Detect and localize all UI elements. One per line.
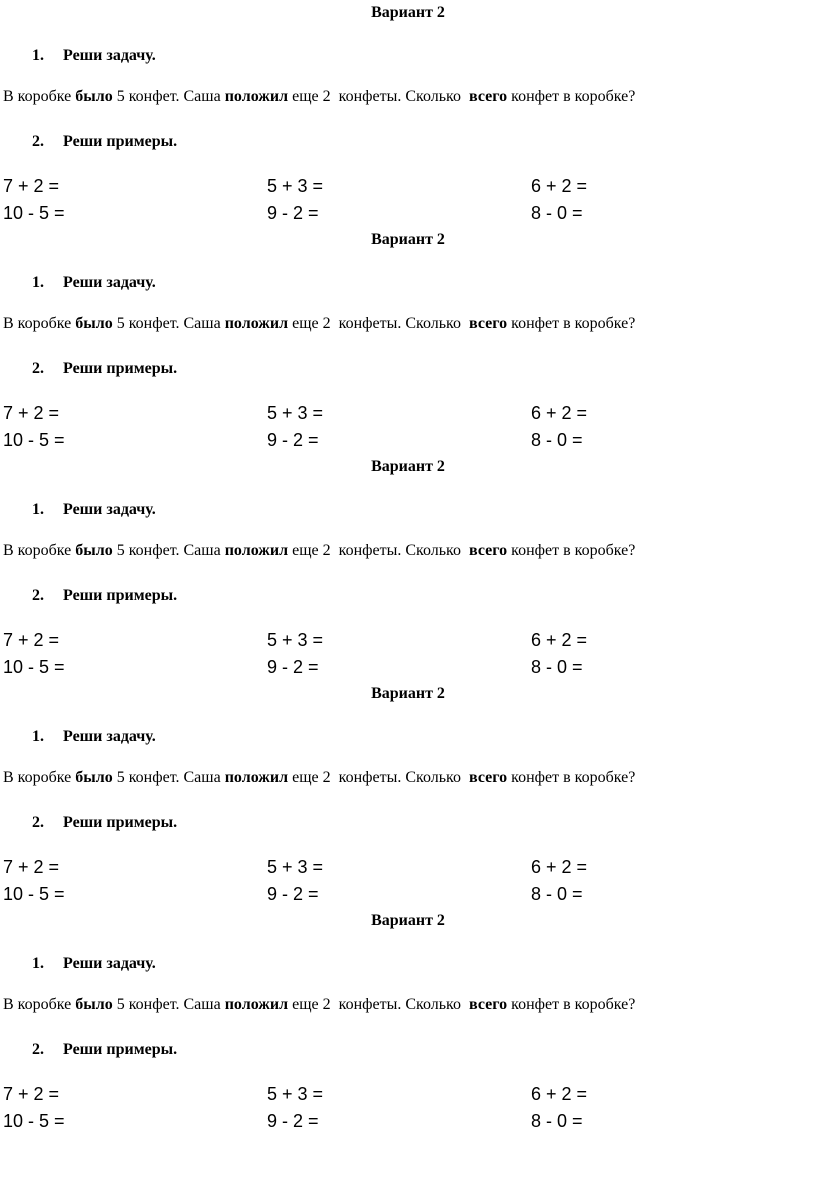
math-example: 8 - 0 =	[531, 657, 583, 677]
task-number: 1.	[32, 47, 44, 64]
word-problem	[3, 542, 635, 560]
examples-number: 2.	[32, 587, 44, 604]
math-example: 5 + 3 =	[267, 857, 324, 877]
problem-text: В коробке	[3, 315, 76, 332]
word-problem	[3, 315, 635, 333]
problem-emphasis: положил	[224, 542, 289, 559]
problem-emphasis: было	[75, 542, 113, 559]
problem-emphasis: всего	[469, 315, 508, 332]
problem-text: В коробке	[3, 88, 76, 105]
variant-title: Вариант 2	[371, 458, 445, 475]
task-heading	[32, 728, 156, 746]
task-heading	[32, 47, 156, 65]
math-example: 10 - 5 =	[3, 1111, 65, 1131]
math-example: 5 + 3 =	[267, 1084, 324, 1104]
examples-heading-text: Реши примеры.	[63, 814, 178, 831]
problem-text: 5 конфет. Саша	[112, 769, 225, 786]
task-heading	[32, 274, 156, 292]
examples-heading	[32, 1041, 177, 1059]
problem-text: 5 конфет. Саша	[112, 996, 225, 1013]
examples-heading-text: Реши примеры.	[63, 133, 178, 150]
problem-emphasis: всего	[469, 769, 508, 786]
variant-block	[0, 908, 816, 1135]
problem-emphasis: было	[75, 769, 113, 786]
math-example: 7 + 2 =	[3, 630, 60, 650]
task-number: 1.	[32, 274, 44, 291]
problem-emphasis: положил	[224, 769, 289, 786]
word-problem	[3, 996, 635, 1014]
problem-text: конфет в коробке?	[507, 542, 636, 559]
problem-emphasis: всего	[469, 996, 508, 1013]
math-example: 5 + 3 =	[267, 176, 324, 196]
variant-title: Вариант 2	[371, 685, 445, 702]
math-example: 9 - 2 =	[267, 1111, 319, 1131]
variant-block	[0, 0, 816, 227]
variant-block	[0, 681, 816, 908]
math-example: 5 + 3 =	[267, 630, 324, 650]
problem-text: 5 конфет. Саша	[112, 542, 225, 559]
variant-title: Вариант 2	[371, 231, 445, 248]
problem-text: конфет в коробке?	[507, 88, 636, 105]
problem-emphasis: всего	[469, 542, 508, 559]
task-heading-text: Реши задачу.	[63, 274, 156, 291]
math-example: 6 + 2 =	[531, 630, 588, 650]
math-example: 7 + 2 =	[3, 403, 60, 423]
examples-number: 2.	[32, 133, 44, 150]
variant-title: Вариант 2	[371, 912, 445, 929]
examples-number: 2.	[32, 1041, 44, 1058]
problem-emphasis: положил	[224, 315, 289, 332]
problem-text: еще 2 конфеты. Сколько	[288, 996, 470, 1013]
math-example: 8 - 0 =	[531, 884, 583, 904]
task-heading-text: Реши задачу.	[63, 955, 156, 972]
variant-block	[0, 227, 816, 454]
task-heading	[32, 955, 156, 973]
math-example: 6 + 2 =	[531, 857, 588, 877]
examples-heading-text: Реши примеры.	[63, 360, 178, 377]
problem-text: еще 2 конфеты. Сколько	[288, 88, 470, 105]
examples-heading-text: Реши примеры.	[63, 1041, 178, 1058]
problem-emphasis: было	[75, 315, 113, 332]
math-example: 5 + 3 =	[267, 403, 324, 423]
problem-text: 5 конфет. Саша	[112, 88, 225, 105]
word-problem	[3, 88, 635, 106]
math-example: 7 + 2 =	[3, 176, 60, 196]
examples-number: 2.	[32, 814, 44, 831]
math-example: 6 + 2 =	[531, 176, 588, 196]
math-example: 7 + 2 =	[3, 857, 60, 877]
problem-emphasis: было	[75, 996, 113, 1013]
problem-text: В коробке	[3, 542, 76, 559]
problem-text: В коробке	[3, 769, 76, 786]
problem-emphasis: положил	[224, 996, 289, 1013]
task-number: 1.	[32, 501, 44, 518]
math-example: 6 + 2 =	[531, 1084, 588, 1104]
problem-text: еще 2 конфеты. Сколько	[288, 769, 470, 786]
problem-text: конфет в коробке?	[507, 996, 636, 1013]
problem-text: еще 2 конфеты. Сколько	[288, 542, 470, 559]
math-example: 9 - 2 =	[267, 203, 319, 223]
problem-text: конфет в коробке?	[507, 769, 636, 786]
task-heading-text: Реши задачу.	[63, 501, 156, 518]
task-heading-text: Реши задачу.	[63, 47, 156, 64]
math-example: 10 - 5 =	[3, 430, 65, 450]
variant-block	[0, 454, 816, 681]
problem-emphasis: всего	[469, 88, 508, 105]
math-example: 9 - 2 =	[267, 430, 319, 450]
problem-text: еще 2 конфеты. Сколько	[288, 315, 470, 332]
math-example: 10 - 5 =	[3, 657, 65, 677]
problem-emphasis: было	[75, 88, 113, 105]
math-example: 9 - 2 =	[267, 884, 319, 904]
math-example: 8 - 0 =	[531, 430, 583, 450]
examples-heading	[32, 360, 177, 378]
task-number: 1.	[32, 955, 44, 972]
math-example: 9 - 2 =	[267, 657, 319, 677]
math-example: 10 - 5 =	[3, 203, 65, 223]
problem-emphasis: положил	[224, 88, 289, 105]
examples-heading	[32, 587, 177, 605]
variant-title: Вариант 2	[371, 4, 445, 21]
examples-heading	[32, 133, 177, 151]
math-example: 8 - 0 =	[531, 1111, 583, 1131]
math-example: 8 - 0 =	[531, 203, 583, 223]
examples-heading	[32, 814, 177, 832]
task-heading-text: Реши задачу.	[63, 728, 156, 745]
problem-text: 5 конфет. Саша	[112, 315, 225, 332]
examples-heading-text: Реши примеры.	[63, 587, 178, 604]
math-example: 10 - 5 =	[3, 884, 65, 904]
problem-text: конфет в коробке?	[507, 315, 636, 332]
math-example: 7 + 2 =	[3, 1084, 60, 1104]
task-number: 1.	[32, 728, 44, 745]
math-example: 6 + 2 =	[531, 403, 588, 423]
word-problem	[3, 769, 635, 787]
task-heading	[32, 501, 156, 519]
examples-number: 2.	[32, 360, 44, 377]
problem-text: В коробке	[3, 996, 76, 1013]
